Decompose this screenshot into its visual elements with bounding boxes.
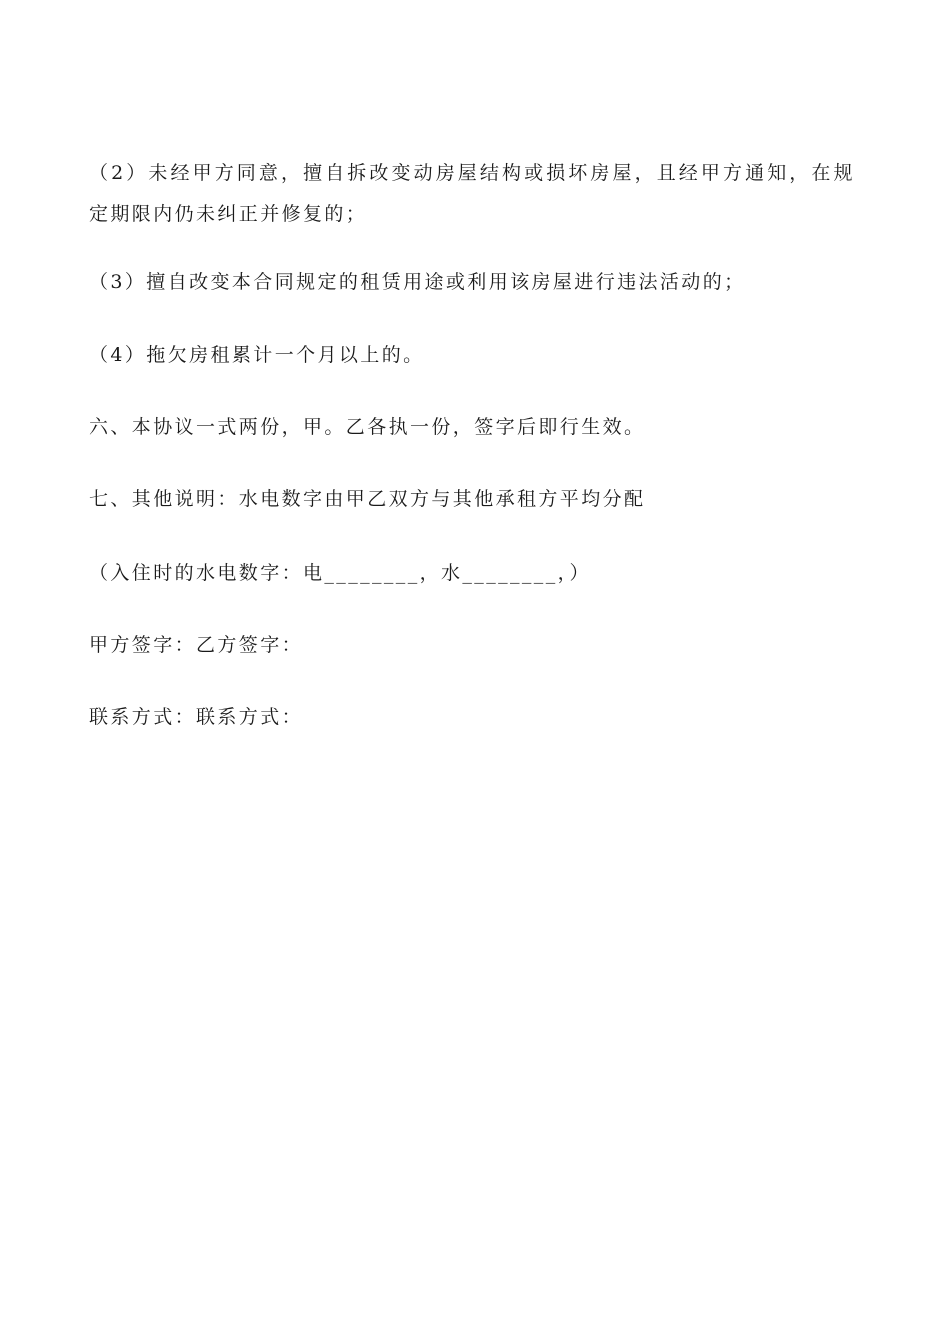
clause-3: （3）擅自改变本合同规定的租赁用途或利用该房屋进行违法活动的；	[89, 271, 746, 293]
clause-4: （4）拖欠房租累计一个月以上的。	[89, 344, 425, 366]
section-6: 六、本协议一式两份，甲。乙各执一份，签字后即行生效。	[89, 416, 646, 438]
signature-line: 甲方签字：乙方签字：	[89, 634, 304, 656]
clause-2-line-1: （2）未经甲方同意，擅自拆改变动房屋结构或损坏房屋，且经甲方通知，在规	[89, 162, 856, 184]
contact-line: 联系方式：联系方式：	[89, 706, 304, 728]
section-7: 七、其他说明：水电数字由甲乙双方与其他承租方平均分配	[89, 488, 646, 510]
meter-readings: （入住时的水电数字：电________，水________，）	[89, 562, 591, 584]
clause-2-line-2: 定期限内仍未纠正并修复的；	[89, 203, 368, 225]
